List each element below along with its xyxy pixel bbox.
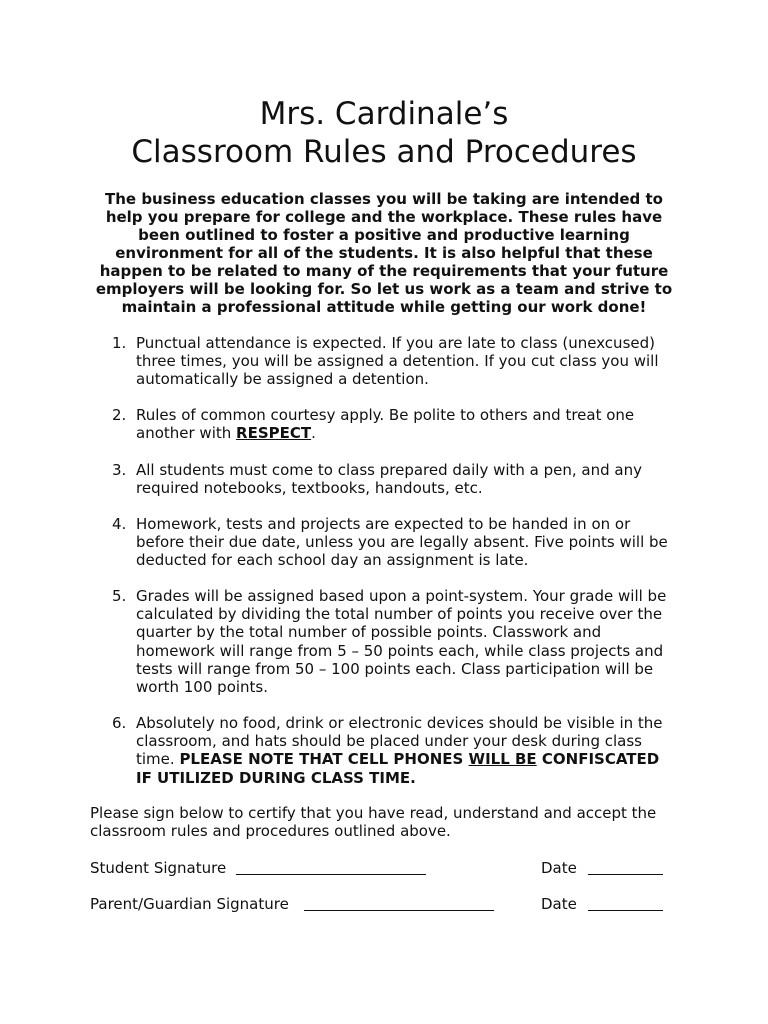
rule-text (136, 714, 681, 787)
rule-line: Grades will be assigned based upon a point-system. Your grade will be (136, 587, 667, 605)
rule-line: before their due date, unless you are legally absent. Five points will be (136, 533, 668, 552)
rule-line: Rules of common courtesy apply. Be polite to others and treat one (136, 406, 635, 424)
rule-line-suffix: . (311, 424, 316, 443)
rule-text (136, 406, 681, 442)
rule-line: Absolutely no food, drink or electronic devices should be visible in the (136, 714, 663, 732)
rule-number: 5. (112, 587, 127, 605)
rule-line: deducted for each school day an assignment is late. (136, 551, 529, 570)
document-title-line-1: Mrs. Cardinale’s (259, 96, 509, 132)
rule-number: 6. (112, 714, 127, 732)
rule-line-prefix: time. (136, 750, 180, 769)
parent-signature-line[interactable] (304, 910, 494, 911)
rule-line (136, 750, 681, 768)
rule-line: tests will range from 50 – 100 points each. Class participation will be (136, 659, 654, 678)
intro-line: The business education classes you will be taking are intended to (105, 190, 663, 208)
rule-text (136, 334, 681, 389)
intro-paragraph (90, 190, 678, 316)
rule-line: quarter by the total number of possible points. Classwork and (136, 623, 602, 642)
rule-line: homework will range from 5 – 50 points each, while class projects and (136, 641, 664, 660)
student-signature-label: Student Signature (90, 859, 227, 877)
parent-date-line[interactable] (588, 910, 663, 911)
document-title-line-2: Classroom Rules and Procedures (131, 134, 637, 170)
intro-line: happen to be related to many of the requirements that your future (99, 262, 669, 280)
rule-number: 2. (112, 406, 127, 424)
intro-line: maintain a professional attitude while getting our work done! (121, 298, 647, 316)
rule-line: automatically be assigned a detention. (136, 370, 429, 389)
confiscated-warning: CONFISCATED (536, 750, 660, 769)
rule-text (136, 587, 681, 696)
cell-phone-warning: PLEASE NOTE THAT CELL PHONES (179, 750, 469, 769)
will-be-emphasis: WILL BE (468, 750, 537, 769)
class-time-warning: IF UTILIZED DURING CLASS TIME. (136, 768, 416, 787)
rule-number: 1. (112, 334, 127, 352)
rule-text (136, 461, 681, 497)
intro-line: employers will be looking for. So let us work as a team and strive to (95, 280, 673, 298)
certify-paragraph (90, 804, 690, 840)
rule-text (136, 515, 681, 570)
respect-emphasis: RESPECT (236, 424, 312, 443)
rule-line: worth 100 points. (136, 678, 269, 697)
rule-line: calculated by dividing the total number of points you receive over the (136, 605, 663, 624)
certify-line: Please sign below to certify that you have read, understand and accept the (90, 804, 657, 822)
parent-date-label: Date (541, 895, 577, 913)
student-date-label: Date (541, 859, 577, 877)
rule-line: required notebooks, textbooks, handouts, etc. (136, 479, 483, 498)
intro-line: help you prepare for college and the workplace. These rules have (105, 208, 663, 226)
rule-line: Homework, tests and projects are expected to be handed in on or (136, 515, 631, 533)
student-signature-line[interactable] (236, 874, 426, 875)
intro-line: environment for all of the students. It is also helpful that these (115, 244, 653, 262)
rule-number: 4. (112, 515, 127, 533)
rule-line: Punctual attendance is expected. If you are late to class (unexcused) (136, 334, 655, 352)
rule-line: classroom, and hats should be placed under your desk during class (136, 732, 642, 751)
rule-line: All students must come to class prepared daily with a pen, and any (136, 461, 642, 479)
rule-line: three times, you will be assigned a detention. If you cut class you will (136, 352, 659, 371)
rule-number: 3. (112, 461, 127, 479)
rule-line (136, 424, 681, 442)
rule-line-prefix: another with (136, 424, 237, 443)
parent-signature-label: Parent/Guardian Signature (90, 895, 289, 913)
intro-line: been outlined to foster a positive and productive learning (138, 226, 630, 244)
certify-line: classroom rules and procedures outlined above. (90, 822, 451, 841)
student-date-line[interactable] (588, 874, 663, 875)
